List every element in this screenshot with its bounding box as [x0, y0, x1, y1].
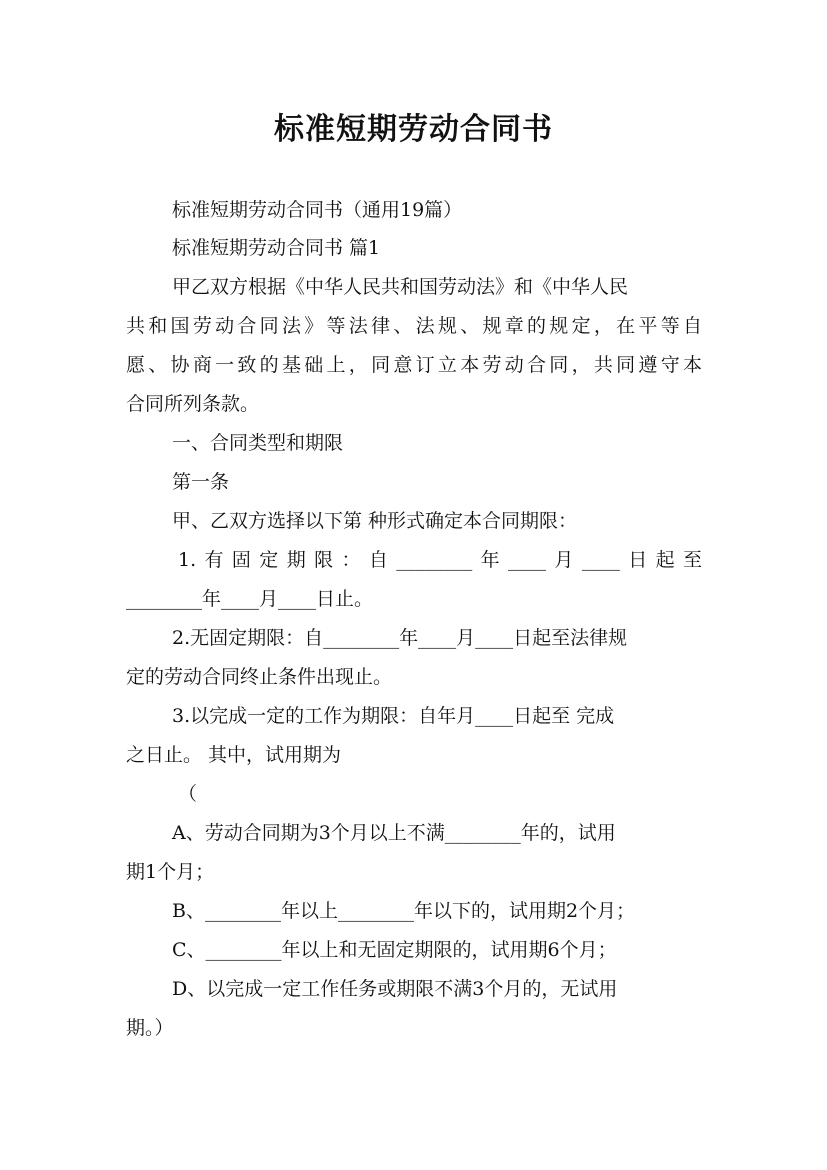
paragraph-line: 甲乙双方根据《中华人民共和国劳动法》和《中华人民	[172, 276, 629, 298]
paren-open: （	[178, 783, 198, 805]
option-line: ________年____月____日止。	[126, 588, 374, 610]
clause-heading: 一、合同类型和期限	[172, 432, 344, 454]
paragraph-line: 愿、协商一致的基础上，同意订立本劳动合同，共同遵守本	[126, 354, 702, 376]
option-line: 3.以完成一定的工作为期限：自年月____日起至 完成	[172, 705, 615, 727]
document-title: 标准短期劳动合同书	[274, 112, 553, 147]
paragraph-line: 共和国劳动合同法》等法律、法规、规章的规定，在平等自	[126, 315, 702, 337]
probation-line: C、________年以上和无固定期限的，试用期6个月；	[172, 939, 617, 961]
section-heading: 标准短期劳动合同书 篇1	[172, 237, 381, 259]
option-line: 定的劳动合同终止条件出现止。	[126, 666, 393, 688]
paragraph-line: 合同所列条款。	[126, 393, 260, 415]
probation-line: 期1个月；	[126, 861, 215, 883]
doc-subtitle: 标准短期劳动合同书（通用19篇）	[172, 199, 463, 221]
probation-line: B、________年以上________年以下的，试用期2个月；	[172, 900, 636, 922]
option-line: 1.有固定期限：自________年____月____日起至	[178, 549, 702, 571]
paragraph-line: 甲、乙双方选择以下第 种形式确定本合同期限：	[172, 510, 578, 532]
probation-line: 期。）	[126, 1017, 174, 1039]
probation-line: A、劳动合同期为3个月以上不满________年的，试用	[172, 822, 616, 844]
article-heading: 第一条	[172, 471, 230, 493]
option-line: 2.无固定期限：自________年____月____日起至法律规	[172, 627, 628, 649]
probation-line: D、以完成一定工作任务或期限不满3个月的，无试用	[172, 978, 618, 1000]
option-line: 之日止。 其中，试用期为	[126, 744, 342, 766]
